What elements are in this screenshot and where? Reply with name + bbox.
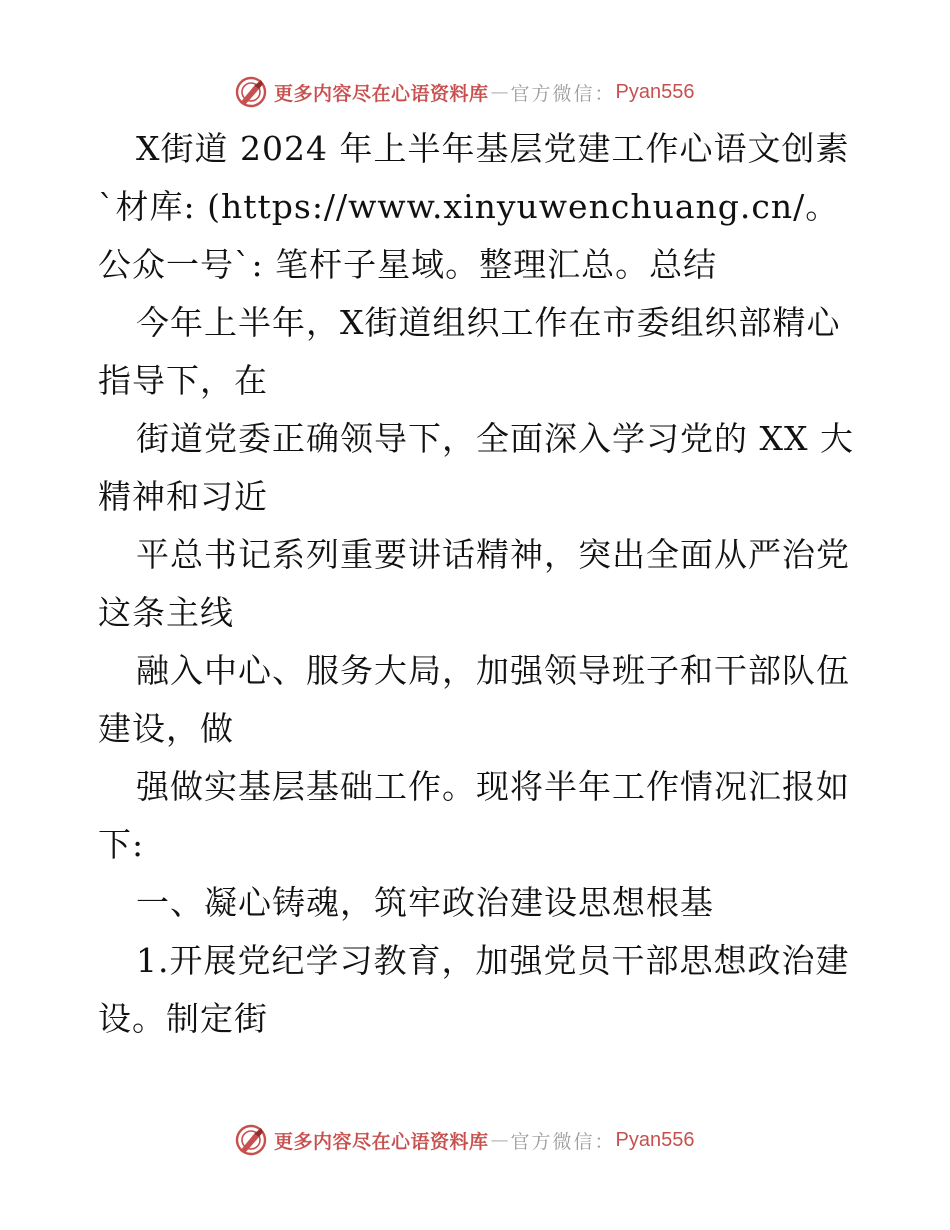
paragraph-title: X街道 2024 年上半年基层党建工作心语文创素`材库: (https://www.xinyuwenchuang.cn/。公众一号`: 笔杆子星域。整理汇总。总结 — [98, 129, 850, 284]
paragraph: 1.开展党纪学习教育，加强党员干部思想政治建设。制定街 — [98, 941, 850, 1038]
banner-slogan: 更多内容尽在心语资料库 — [274, 1130, 489, 1153]
banner-wechat-id: Pyan556 — [615, 1128, 695, 1151]
section-heading: 一、凝心铸魂，筑牢政治建设思想根基 — [136, 883, 714, 922]
banner-separator: — — [490, 81, 509, 103]
header-watermark-banner — [234, 72, 695, 112]
banner-slogan: 更多内容尽在心语资料库 — [274, 82, 489, 105]
footer-watermark-banner — [234, 1120, 695, 1160]
paragraph: 强做实基层基础工作。现将半年工作情况汇报如下: — [98, 767, 850, 864]
paragraph: 融入中心、服务大局，加强领导班子和干部队伍建设，做 — [98, 651, 850, 748]
banner-wechat-label: 官方微信： — [510, 1130, 616, 1153]
pen-logo-icon — [234, 1123, 268, 1157]
paragraph: 今年上半年，X街道组织工作在市委组织部精心指导下，在 — [98, 303, 841, 400]
banner-wechat-label: 官方微信： — [510, 82, 616, 105]
pen-logo-icon — [234, 75, 268, 109]
banner-wechat-id: Pyan556 — [615, 80, 695, 103]
banner-separator: — — [490, 1129, 509, 1151]
document-body — [98, 120, 858, 1048]
paragraph: 街道党委正确领导下，全面深入学习党的 XX 大精神和习近 — [98, 419, 854, 516]
paragraph: 平总书记系列重要讲话精神，突出全面从严治党这条主线 — [98, 535, 850, 632]
